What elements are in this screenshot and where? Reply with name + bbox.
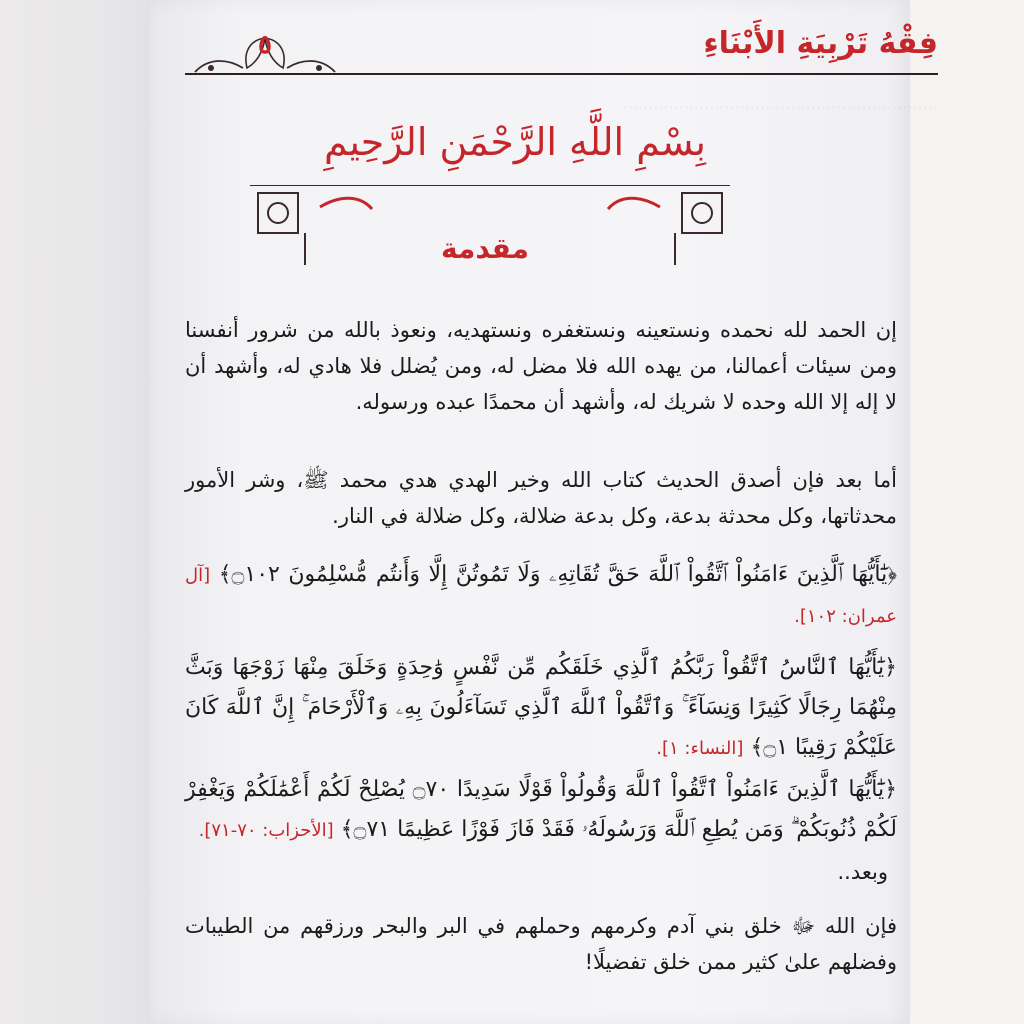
bleed-through-text-top: ······························································ [622, 98, 938, 117]
quran-verse-1 [185, 555, 897, 637]
header-divider [185, 73, 938, 75]
section-title: مقدمة [441, 232, 529, 265]
intro-paragraph-2: أما بعد فإن أصدق الحديث كتاب الله وخير الهدي هدي محمد ﷺ، وشر الأمور محدثاتها، وكل محدثة بدعة، وكل بدعة ضلالة، وكل ضلالة في النار. [185, 468, 897, 528]
running-header-title: فِقْهُ تَرْبِيَةِ الأَبْنَاءِ [703, 26, 938, 61]
verse-text: ﴿يَٰٓأَيُّهَا ٱلَّذِينَ ءَامَنُواْ ٱتَّقُواْ ٱللَّهَ وَقُولُواْ قَوْلًا سَدِيدًا ۝٧٠ يُصْلِحْ لَكُمْ أَعْمَٰلَكُمْ وَيَغْفِرْ لَكُمْ ذُنُوبَكُمْ ۗ وَمَن يُطِعِ ٱللَّهَ وَرَسُولَهُۥ فَقَدْ فَازَ فَوْزًا عَظِيمًا ۝٧١﴾ [185, 777, 897, 842]
verse-text: ﴿يَٰٓأَيُّهَا ٱلَّذِينَ ءَامَنُواْ ٱتَّقُواْ ٱللَّهَ حَقَّ تُقَاتِهِۦ وَلَا تَمُوتُنَّ إِلَّا وَأَنتُم مُّسْلِمُونَ ۝١٠٢﴾ [218, 562, 897, 587]
verse-source: [النساء: ١]. [656, 738, 744, 759]
verse-text: ﴿يَٰٓأَيُّهَا ٱلنَّاسُ ٱتَّقُواْ رَبَّكُمُ ٱلَّذِي خَلَقَكُم مِّن نَّفْسٍ وَٰحِدَةٍ وَخَلَقَ مِنْهَا زَوْجَهَا وَبَثَّ مِنْهُمَا رِجَالًا كَثِيرًا وَنِسَآءً ۚ وَٱتَّقُواْ ٱللَّهَ ٱلَّذِي تَسَآءَلُونَ بِهِۦ وَٱلْأَرْحَامَ ۚ إِنَّ ٱللَّهَ كَانَ عَلَيْكُمْ رَقِيبًا ۝١﴾ [185, 655, 897, 760]
quran-verse-2 [185, 648, 897, 769]
transition-text: وبعد.. [837, 860, 888, 884]
verse-source: [آل عمران: ١٠٢]. [185, 565, 897, 627]
intro-paragraph-1: إن الحمد لله نحمده ونستعينه ونستغفره ونستهديه، ونعوذ بالله من شرور أنفسنا ومن سيئات أعمالنا، من يهده الله فلا مضل له، ومن يُضلل فلا هادي له، وأشهد أن لا إله إلا الله وحده لا شريك له، وأشهد أن محمدًا عبده ورسوله. [185, 318, 897, 414]
closing-paragraph: فإن الله ﷻ خلق بني آدم وكرمهم وحملهم في البر والبحر ورزقهم من الطيبات وفضلهم علىٰ كثير ممن خلق تفضيلًا! [185, 914, 897, 974]
outer-shade [0, 0, 150, 1024]
page-number: ٥ [258, 30, 272, 60]
quran-verse-3 [185, 770, 897, 851]
verse-source: [الأحزاب: ٧٠-٧١]. [198, 820, 334, 841]
bismillah-heading: بِسْمِ اللَّهِ الرَّحْمَنِ الرَّحِيمِ [324, 120, 706, 164]
